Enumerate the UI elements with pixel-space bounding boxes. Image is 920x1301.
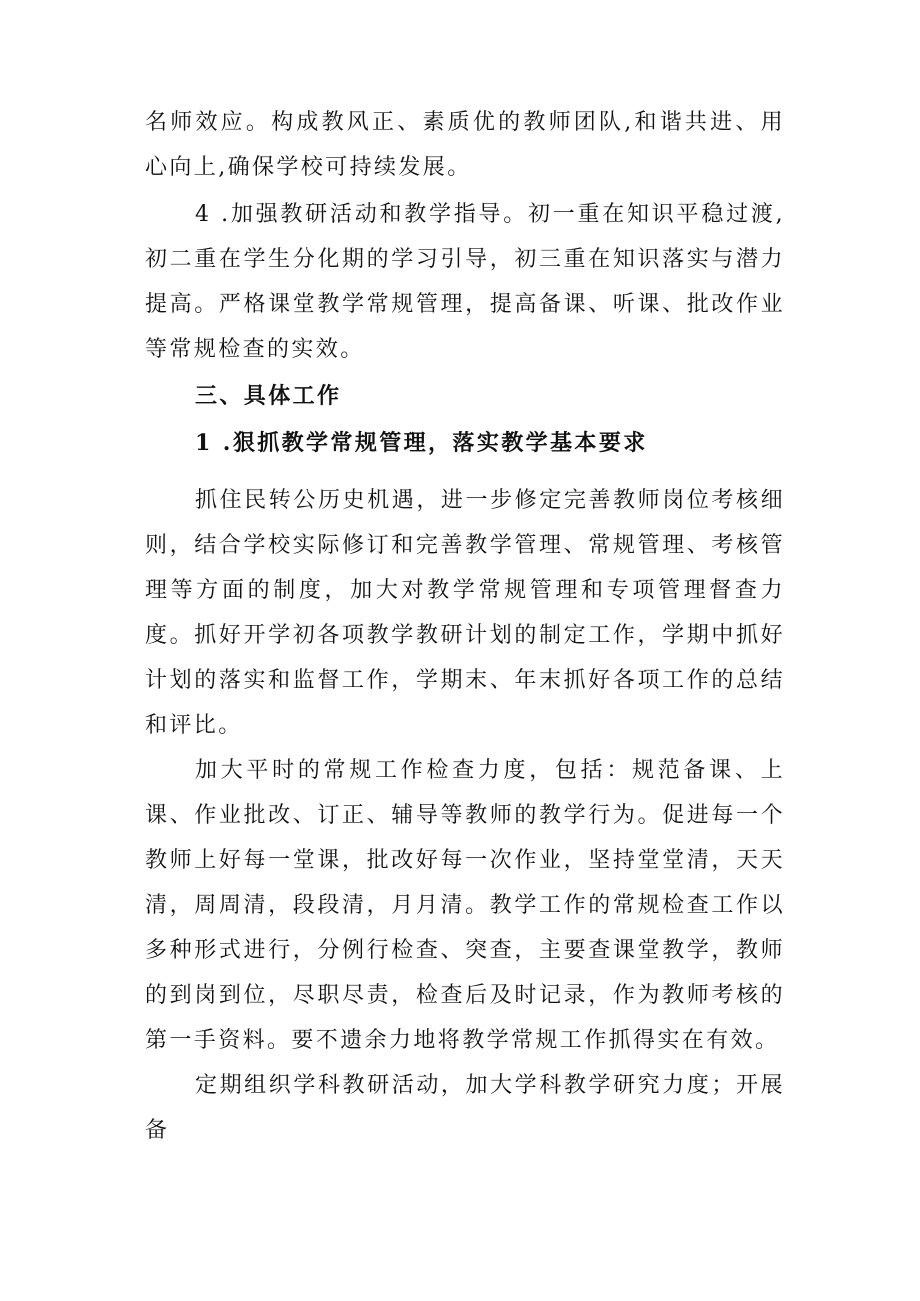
section-heading: 三、具体工作	[195, 383, 342, 409]
subsection-heading: 1 .狠抓教学常规管理，落实教学基本要求	[195, 430, 648, 456]
paragraph-inspection: 加大平时的常规工作检查力度，包括：规范备课、上课、作业批改、订正、辅导等教师的教学行为。促进每一个教师上好每一堂课，批改好每一次作业，坚持堂堂清，天天清，周周清，段段清，月月清。教学工作的常规检查工作以多种形式进行，分例行检查、突查，主要查课堂教学，教师的到岗到位，尽职尽责，检查后及时记录，作为教师考核的第一手资料。要不遗余力地将教学常规工作抓得实在有效。	[145, 758, 785, 1053]
paragraph-research-activities: 定期组织学科教研活动，加大学科教学研究力度；开展备	[145, 1073, 785, 1143]
paragraph-routine-management: 抓住民转公历史机遇，进一步修定完善教师岗位考核细则，结合学校实际修订和完善教学管理、常规管理、考核管理等方面的制度，加大对教学常规管理和专项管理督查力度。抓好开学初各项教学教研计划的制定工作，学期中抓好计划的落实和监督工作，学期末、年末抓好各项工作的总结和评比。	[145, 488, 785, 738]
paragraph-continuation: 名师效应。构成教风正、素质优的教师团队,和谐共进、用心向上,确保学校可持续发展。	[145, 110, 785, 180]
paragraph-item-4: 4 .加强教研活动和教学指导。初一重在知识平稳过渡,初二重在学生分化期的学习引导，初三重在知识落实与潜力提高。严格课堂教学常规管理，提高备课、听课、批改作业等常规检查的实效。	[145, 202, 785, 362]
document-body	[145, 100, 785, 1153]
